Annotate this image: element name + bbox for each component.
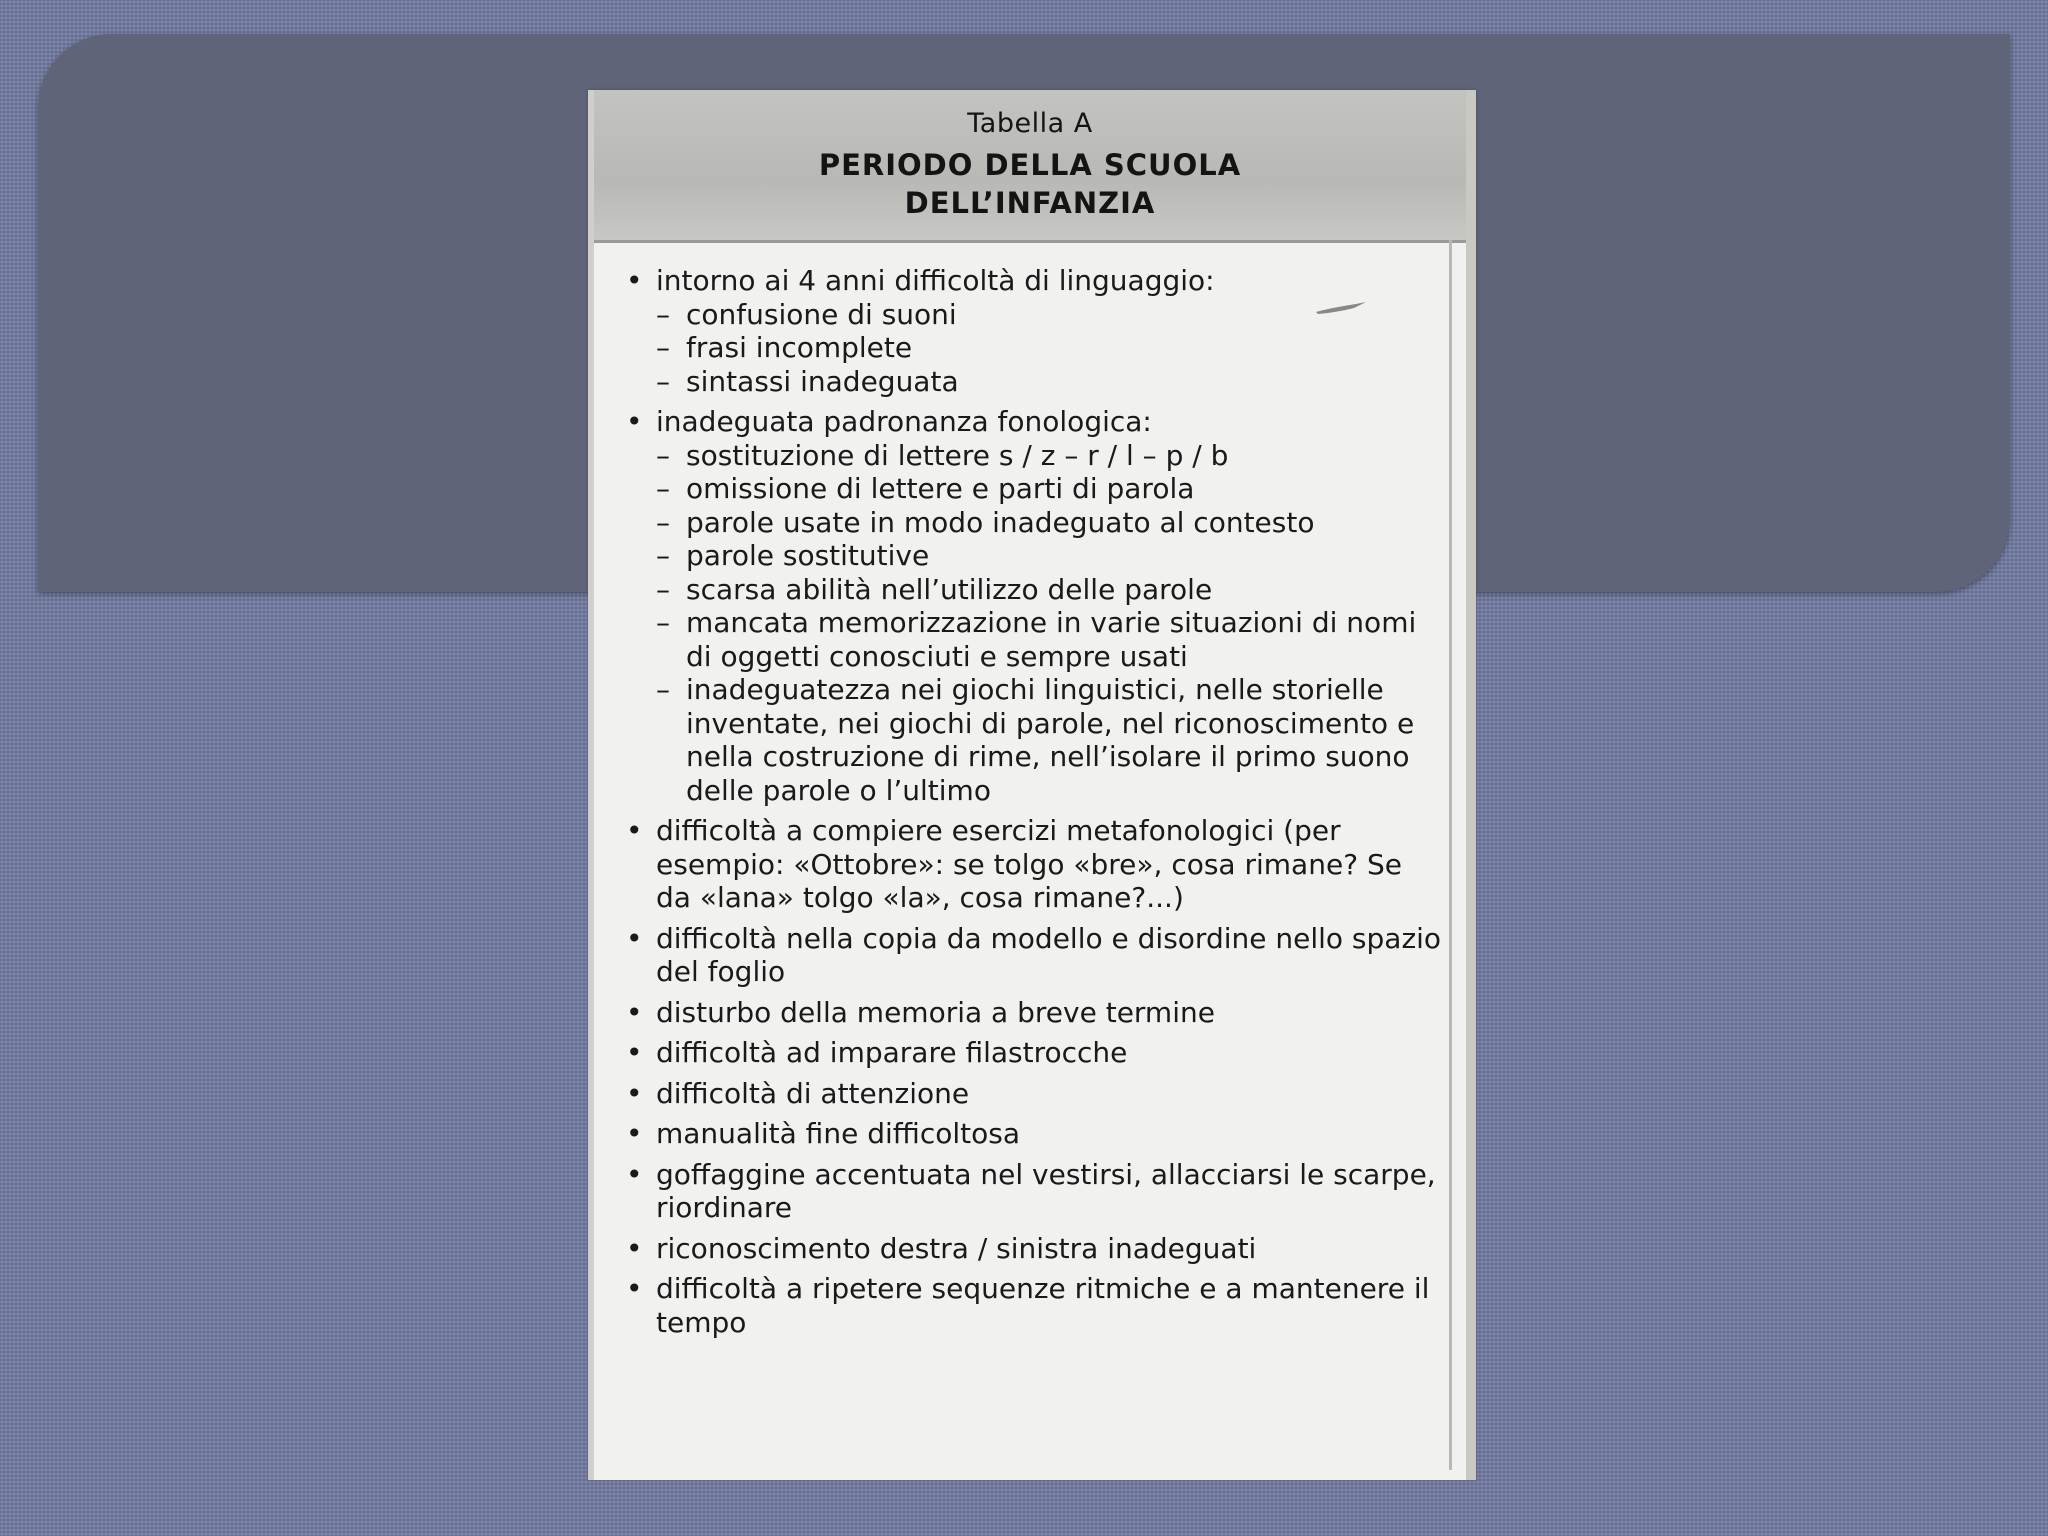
bullet-icon: •	[626, 921, 643, 955]
item-list	[624, 264, 1444, 1346]
sub-list-item	[656, 606, 1444, 673]
table-title-line-1: PERIODO DELLA SCUOLA	[818, 148, 1242, 182]
list-item	[624, 1158, 1444, 1225]
bullet-icon: •	[626, 995, 643, 1029]
dash-icon: –	[656, 539, 670, 572]
dash-icon: –	[656, 331, 670, 364]
sub-list-item	[656, 673, 1444, 807]
list-item	[624, 922, 1444, 989]
dash-icon: –	[656, 297, 670, 331]
item-text: riconoscimento destra / sinistra inadeguati	[656, 1231, 1257, 1265]
dash-icon: –	[656, 472, 670, 505]
sub-list-item	[656, 298, 1444, 332]
item-text: manualità fine difficoltosa	[656, 1117, 1020, 1150]
sub-item-text: sintassi inadeguata	[686, 364, 959, 398]
bullet-icon: •	[626, 1117, 643, 1150]
dash-icon: –	[656, 438, 670, 472]
table-label: Tabella A	[967, 108, 1093, 139]
dash-icon: –	[656, 606, 670, 639]
list-item	[624, 814, 1444, 915]
sub-list-item	[656, 331, 1444, 365]
bullet-icon: •	[626, 814, 643, 847]
list-item	[624, 996, 1444, 1030]
sub-list	[656, 439, 1444, 808]
sub-list-item	[656, 506, 1444, 540]
item-text: difficoltà a compiere esercizi metafonologici (per esempio: «Ottobre»: se tolgo «bre», cosa rimane? Se da «lana» tolgo «la», cosa rimane?...)	[656, 814, 1402, 914]
item-text: difficoltà a ripetere sequenze ritmiche e a mantenere il tempo	[656, 1272, 1430, 1339]
bullet-icon: •	[626, 1036, 643, 1069]
sub-item-text: confusione di suoni	[686, 297, 957, 331]
sub-list-item	[656, 439, 1444, 473]
list-item	[624, 1036, 1444, 1070]
sub-item-text: parole usate in modo inadeguato al contesto	[686, 505, 1315, 539]
sub-item-text: mancata memorizzazione in varie situazioni di nomi di oggetti conosciuti e sempre usati	[686, 606, 1417, 673]
dash-icon: –	[656, 364, 670, 398]
list-item	[624, 1117, 1444, 1151]
item-text: goffaggine accentuata nel vestirsi, allacciarsi le scarpe, riordinare	[656, 1157, 1436, 1224]
sub-item-text: inadeguatezza nei giochi linguistici, nelle storielle inventate, nei giochi di parole, nel riconoscimento e nella costruzione di rime, nell’isolare il primo suono delle parole o l’ultimo	[686, 673, 1415, 807]
sub-list-item	[656, 365, 1444, 399]
table-header	[594, 90, 1466, 243]
list-item	[624, 1077, 1444, 1111]
list-item	[624, 264, 1444, 398]
dash-icon: –	[656, 673, 670, 706]
bullet-icon: •	[626, 1272, 643, 1305]
bullet-icon: •	[626, 1157, 643, 1191]
item-text: intorno ai 4 anni difficoltà di linguaggio:	[656, 264, 1215, 297]
table-title-line-2: DELL’INFANZIA	[904, 186, 1156, 220]
list-item	[624, 1272, 1444, 1339]
dash-icon: –	[656, 505, 670, 539]
bullet-icon: •	[626, 405, 643, 438]
sub-list	[656, 298, 1444, 399]
item-text: difficoltà nella copia da modello e disordine nello spazio del foglio	[656, 921, 1442, 988]
bullet-icon: •	[626, 1231, 643, 1265]
sub-item-text: frasi incomplete	[686, 331, 913, 364]
sub-item-text: scarsa abilità nell’utilizzo delle parole	[686, 572, 1213, 606]
sub-list-item	[656, 573, 1444, 607]
list-item	[624, 1232, 1444, 1266]
sub-item-text: parole sostitutive	[686, 539, 930, 572]
item-text: disturbo della memoria a breve termine	[656, 995, 1215, 1029]
sub-list-item	[656, 539, 1444, 573]
sub-item-text: sostituzione di lettere s / z – r / l – p / b	[686, 438, 1229, 472]
item-text: difficoltà ad imparare filastrocche	[656, 1036, 1128, 1069]
item-text: inadeguata padronanza fonologica:	[656, 405, 1152, 438]
sub-list-item	[656, 472, 1444, 506]
item-text: difficoltà di attenzione	[656, 1076, 970, 1110]
dash-icon: –	[656, 572, 670, 606]
list-item	[624, 405, 1444, 807]
scanned-table-card	[588, 90, 1476, 1480]
bullet-icon: •	[626, 1076, 643, 1110]
bullet-icon: •	[626, 264, 643, 297]
sub-item-text: omissione di lettere e parti di parola	[686, 472, 1195, 505]
